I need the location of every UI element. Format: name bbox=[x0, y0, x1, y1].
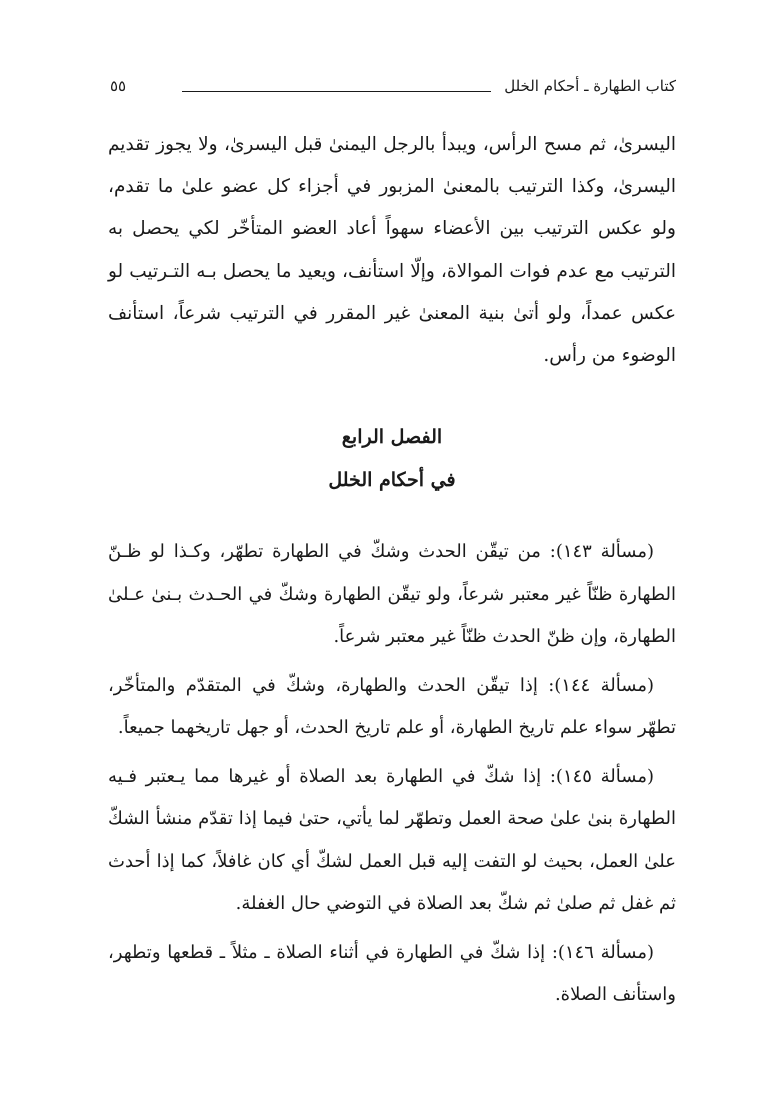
issue-paragraph: (مسألة ١٤٣): من تيقّن الحدث وشكّ في الطهارة تطهّر، وكـذا لو ظـنّ الطهارة ظنّاً غير معتبر شرعاً، ولو تيقّن الطهارة وشكّ في الحـدث بـنىٰ عـلىٰ الطهارة، وإن ظنّ الحدث ظنّاً غير معتبر شرعاً. bbox=[108, 541, 676, 647]
continuation-paragraph: اليسرىٰ، ثم مسح الرأس، ويبدأ بالرجل اليمنىٰ قبل اليسرىٰ، ولا يجوز تقديم اليسرىٰ، وكذا الترتيب بالمعنىٰ المزبور في أجزاء كل عضو علىٰ ما تقدم، ولو عكس الترتيب بين الأعضاء سهواً أعاد العضو المتأخّر لكي يحصل به الترتيب مع عدم فوات الموالاة، وإلّا استأنف، ويعيد ما يحصل بـه التـرتيب لو عكس عمداً، ولو أتىٰ بنية المعنىٰ غير المقرر في الترتيب شرعاً، استأنف الوضوء من رأس. bbox=[108, 134, 676, 367]
issue-paragraph: (مسألة ١٤٦): إذا شكّ في الطهارة في أثناء الصلاة ـ مثلاً ـ قطعها وتطهر، واستأنف الصلاة. bbox=[108, 941, 676, 1005]
header-rule bbox=[182, 91, 491, 92]
chapter-title: في أحكام الخلل bbox=[328, 469, 456, 491]
chapter-number: الفصل الرابع bbox=[341, 426, 443, 448]
page-number: ٥٥ bbox=[110, 77, 127, 95]
running-title: كتاب الطهارة ـ أحكام الخلل bbox=[504, 77, 676, 95]
issue-paragraph: (مسألة ١٤٥): إذا شكّ في الطهارة بعد الصلاة أو غيرها مما يـعتبر فـيه الطهارة بنىٰ علىٰ صحة العمل وتطهّر لما يأتي، حتىٰ فيما إذا تقدّم منشأ الشكّ علىٰ العمل، بحيث لو التفت إليه قبل العمل لشكّ أي كان غافلاً، كما إذا أحدث ثم غفل ثم صلىٰ ثم شكّ بعد الصلاة في التوضي حال الغفلة. bbox=[108, 765, 676, 914]
continuation-block bbox=[108, 124, 676, 377]
issues-list bbox=[108, 531, 676, 1023]
page-header bbox=[110, 74, 676, 102]
issue-paragraph: (مسألة ١٤٤): إذا تيقّن الحدث والطهارة، وشكّ في المتقدّم والمتأخّر، تطهّر سواء علم تاريخ الطهارة، أو علم تاريخ الحدث، أو جهل تاريخهما جميعاً. bbox=[108, 674, 676, 738]
